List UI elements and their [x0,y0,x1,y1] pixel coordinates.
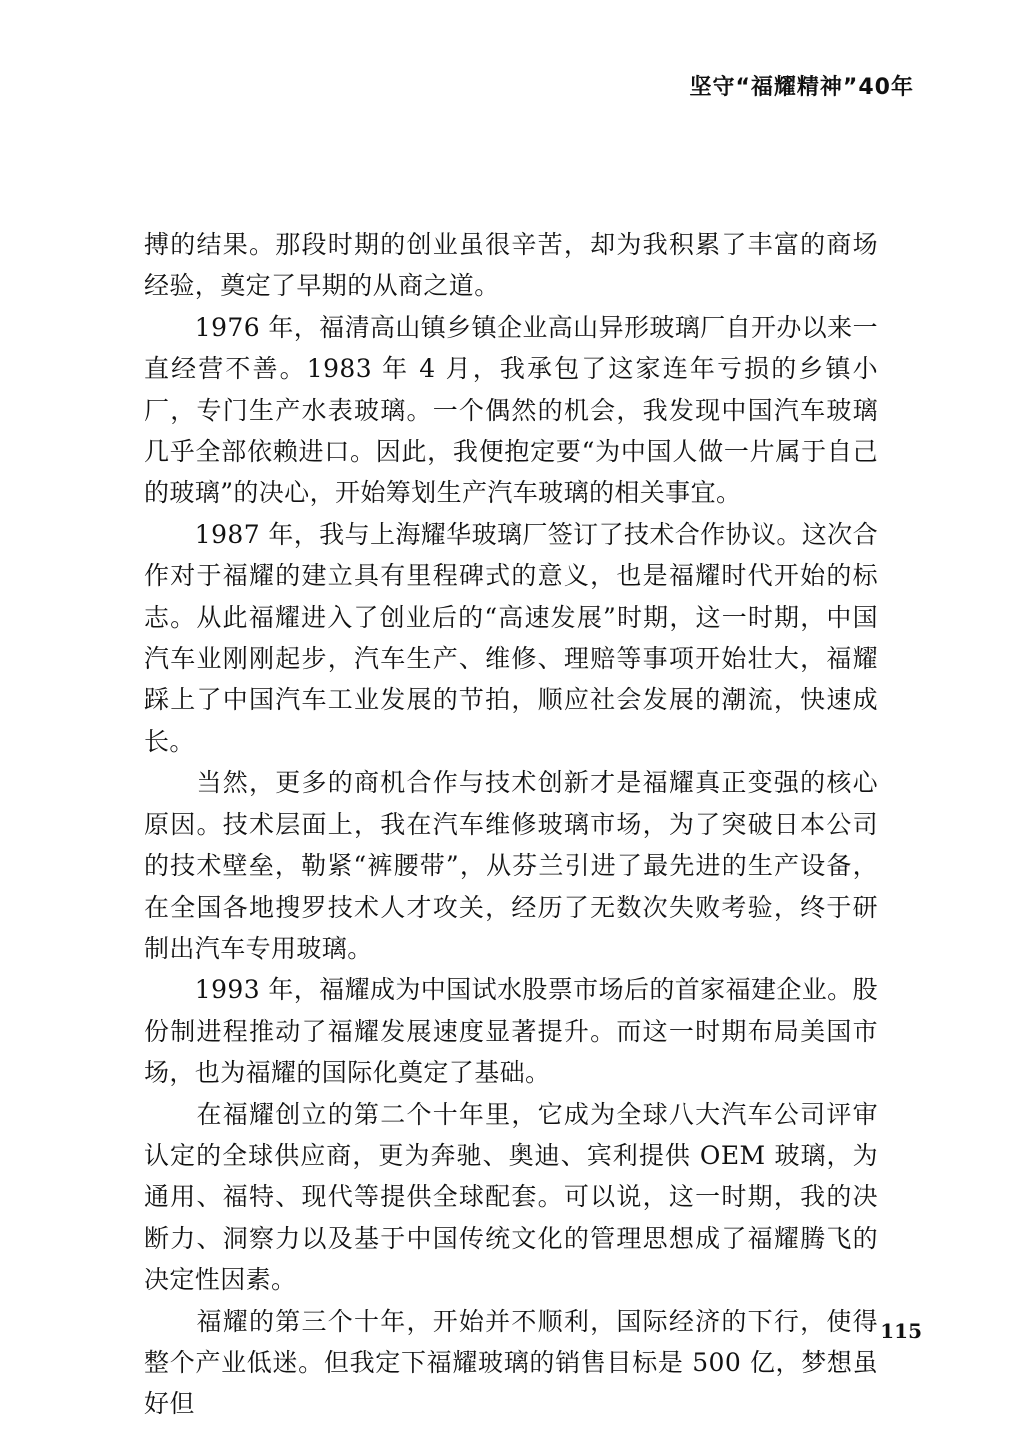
page-number: 115 [880,1319,922,1343]
paragraph-3: 1987 年，我与上海耀华玻璃厂签订了技术合作协议。这次合作对于福耀的建立具有里程碑式的意义，也是福耀时代开始的标志。从此福耀进入了创业后的“高速发展”时期，这一时期，中国汽车业刚刚起步，汽车生产、维修、理赔等事项开始壮大，福耀踩上了中国汽车工业发展的节拍，顺应社会发展的潮流，快速成长。 [144,519,878,756]
paragraph-4: 当然，更多的商机合作与技术创新才是福耀真正变强的核心原因。技术层面上，我在汽车维修玻璃市场，为了突破日本公司的技术壁垒，勒紧“裤腰带”，从芬兰引进了最先进的生产设备，在全国各地搜罗技术人才攻关，经历了无数次失败考验，终于研制出汽车专用玻璃。 [144,768,878,963]
body-text [144,224,878,1425]
running-header: 坚守“福耀精神”40年 [689,75,914,100]
paragraph-7: 福耀的第三个十年，开始并不顺利，国际经济的下行，使得整个产业低迷。但我定下福耀玻璃的销售目标是 500 亿，梦想虽好但 [144,1306,878,1419]
paragraph-1: 搏的结果。那段时期的创业虽很辛苦，却为我积累了丰富的商场经验，奠定了早期的从商之道。 [144,230,878,301]
paragraph-5: 1993 年，福耀成为中国试水股票市场后的首家福建企业。股份制进程推动了福耀发展速度显著提升。而这一时期布局美国市场，也为福耀的国际化奠定了基础。 [144,975,878,1088]
paragraph-6: 在福耀创立的第二个十年里，它成为全球八大汽车公司评审认定的全球供应商，更为奔驰、奥迪、宾利提供 OEM 玻璃，为通用、福特、现代等提供全球配套。可以说，这一时期，我的决断力、洞察力以及基于中国传统文化的管理思想成了福耀腾飞的决定性因素。 [144,1099,878,1295]
paragraph-2: 1976 年，福清高山镇乡镇企业高山异形玻璃厂自开办以来一直经营不善。1983 年 4 月，我承包了这家连年亏损的乡镇小厂，专门生产水表玻璃。一个偶然的机会，我发现中国汽车玻璃几乎全部依赖进口。因此，我便抱定要“为中国人做一片属于自己的玻璃”的决心，开始筹划生产汽车玻璃的相关事宜。 [144,312,878,508]
